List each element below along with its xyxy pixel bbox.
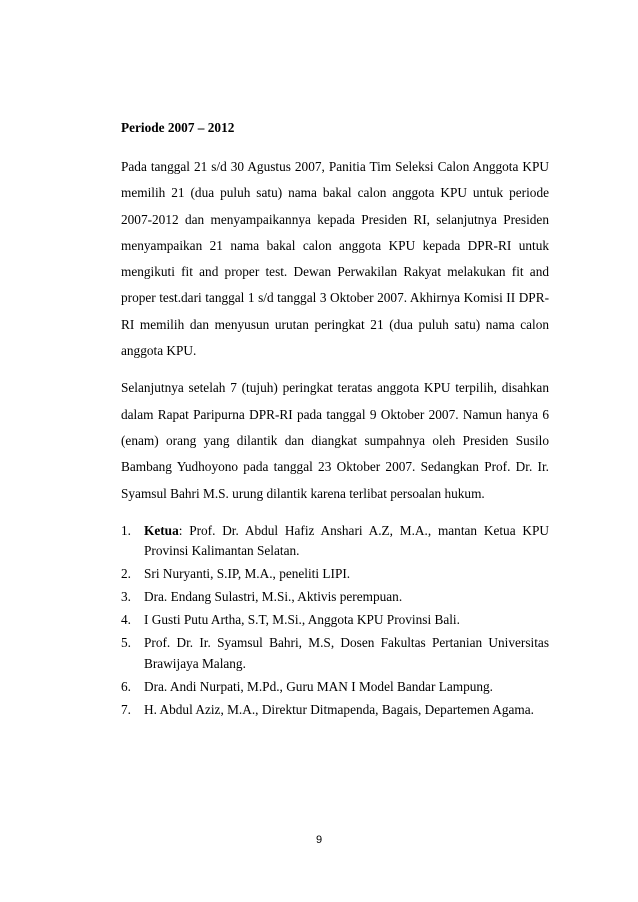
list-number: 1.: [121, 522, 131, 538]
list-item: [121, 587, 549, 608]
list-item-text: : Prof. Dr. Abdul Hafiz Anshari A.Z, M.A., mantan Ketua KPU Provinsi Kalimantan Selatan.: [144, 522, 549, 559]
list-item-role: Ketua: [144, 522, 179, 538]
list-item: [121, 521, 549, 562]
list-item-text: H. Abdul Aziz, M.A., Direktur Ditmapenda, Bagais, Departemen Agama.: [144, 701, 534, 717]
list-item: [121, 677, 549, 698]
list-item: [121, 633, 549, 674]
list-number: 3.: [121, 589, 131, 605]
list-number: 5.: [121, 635, 131, 651]
paragraph-selection-process: Pada tanggal 21 s/d 30 Agustus 2007, Panitia Tim Seleksi Calon Anggota KPU memilih 21 (dua puluh satu) nama bakal calon anggota KPU untuk periode 2007-2012 dan menyampaikannya kepada Presiden RI, selanjutnya Presiden menyampaikan 21 nama bakal calon anggota KPU kepada DPR-RI untuk mengikuti fit and proper test. Dewan Perwakilan Rakyat melakukan fit and proper test.dari tanggal 1 s/d tanggal 3 Oktober 2007. Akhirnya Komisi II DPR-RI memilih dan menyusun urutan peringkat 21 (dua puluh satu) nama calon anggota KPU.: [121, 159, 549, 359]
section-heading: Periode 2007 – 2012: [121, 120, 235, 135]
list-number: 4.: [121, 612, 131, 628]
list-number: 2.: [121, 566, 131, 582]
list-item: [121, 610, 549, 631]
list-item: [121, 564, 549, 585]
member-list: [121, 521, 549, 721]
list-item-text: Prof. Dr. Ir. Syamsul Bahri, M.S, Dosen Fakultas Pertanian Universitas Brawijaya Malang.: [144, 635, 549, 671]
list-item-text: Dra. Endang Sulastri, M.Si., Aktivis perempuan.: [144, 589, 403, 605]
page-number: 9: [315, 834, 323, 846]
list-item-text: Sri Nuryanti, S.IP, M.A., peneliti LIPI.: [144, 566, 351, 582]
list-item: [121, 700, 549, 721]
list-item-text: I Gusti Putu Artha, S.T, M.Si., Anggota KPU Provinsi Bali.: [144, 612, 460, 628]
list-number: 6.: [121, 678, 131, 694]
list-number: 7.: [121, 701, 131, 717]
list-item-text: Dra. Andi Nurpati, M.Pd., Guru MAN I Model Bandar Lampung.: [144, 678, 493, 694]
paragraph-inauguration: Selanjutnya setelah 7 (tujuh) peringkat teratas anggota KPU terpilih, disahkan dalam Rapat Paripurna DPR-RI pada tanggal 9 Oktober 2007. Namun hanya 6 (enam) orang yang dilantik dan diangkat sumpahnya oleh Presiden Susilo Bambang Yudhoyono pada tanggal 23 Oktober 2007. Sedangkan Prof. Dr. Ir. Syamsul Bahri M.S. urung dilantik karena terlibat persoalan hukum.: [121, 380, 549, 501]
page-body: [121, 118, 549, 723]
